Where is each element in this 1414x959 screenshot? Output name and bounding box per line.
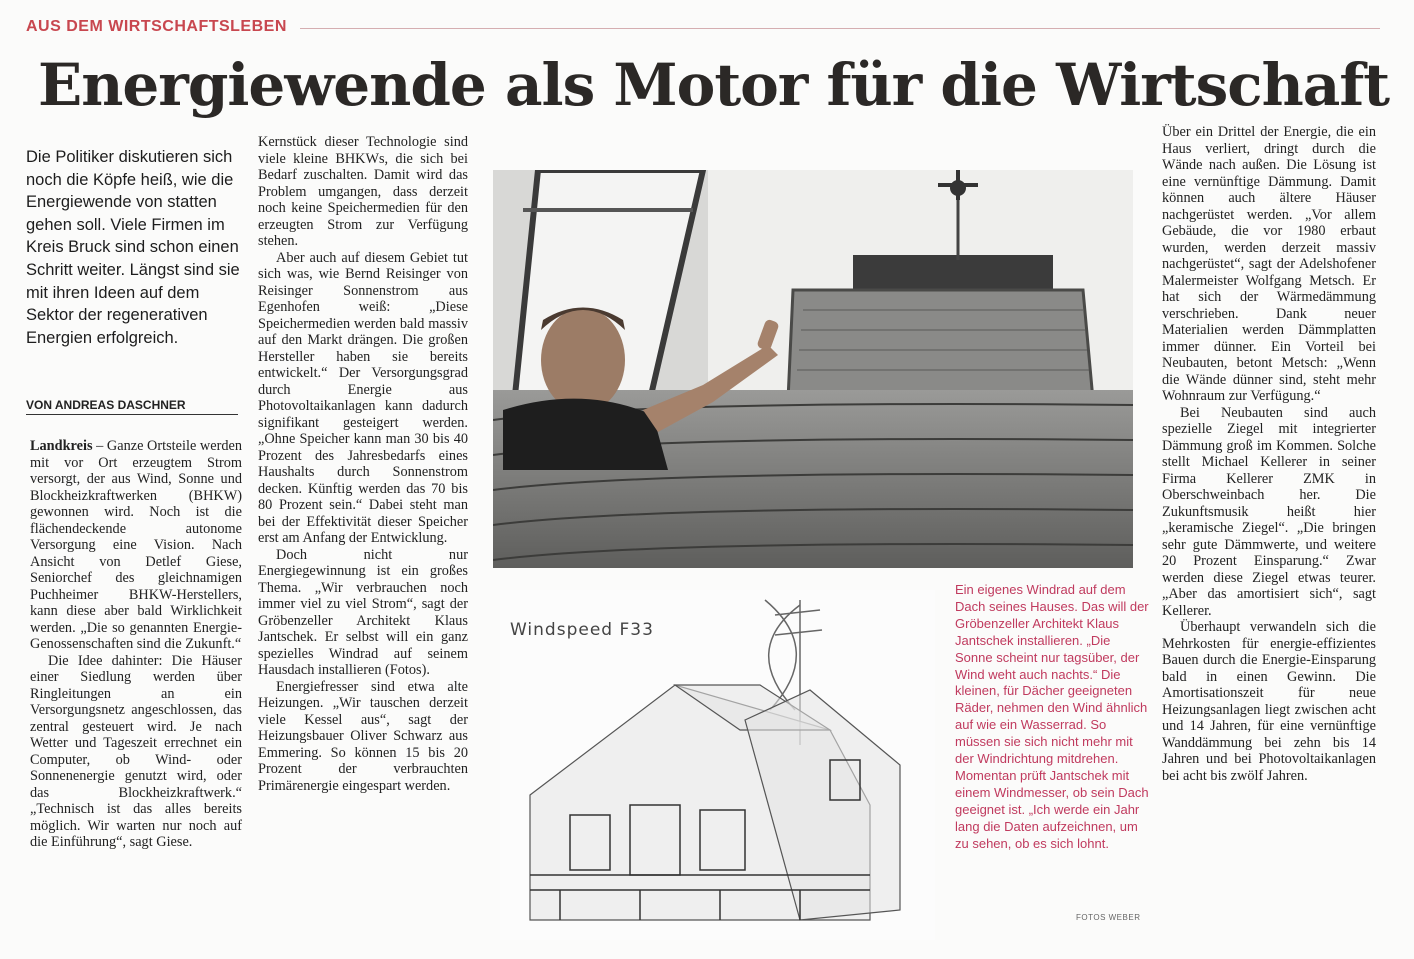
article-column-3 bbox=[1162, 124, 1376, 784]
roof-photo bbox=[493, 170, 1133, 568]
paragraph: Doch nicht nur Energiegewinnung ist ein großes Thema. „Wir verbrauchen noch immer viel zu viel Strom“, sagt der Gröbenzeller Architekt Klaus Jantschek. Er selbst will ein ganz spezielles Windrad auf seinem Hausdach installieren (Fotos). bbox=[258, 546, 468, 678]
paragraph: Die Idee dahinter: Die Häuser einer Siedlung werden über Ringleitungen an ein Versorgungsnetz angeschlossen, das zentral gesteuert wird. Je nach Wetter und Tageszeit errechnet ein Computer, ob Wind- oder Sonnenenergie genutzt wird, oder das Blockheizkraftwerk.“ „Technisch ist das alles bereits möglich. Wir warten nur noch auf die Einführung“, sagt Giese. bbox=[30, 652, 242, 850]
paragraph bbox=[30, 438, 242, 653]
paragraph: Energiefresser sind etwa alte Heizungen. „Wir tauschen derzeit viele Kessel aus“, sagt der Heizungsbauer Oliver Schwarz aus Emmering. So können 15 bis 20 Prozent der verbrauchten Primärenergie eingespart werden. bbox=[258, 678, 468, 794]
section-rule bbox=[300, 28, 1380, 29]
headline: Energiewende als Motor für die Wirtschaft bbox=[38, 51, 1390, 119]
paragraph: Kernstück dieser Technologie sind viele kleine BHKWs, die sich bei Bedarf zuschalten. Damit wird das Problem umgangen, dass derzeit noch keine Speichermedien für den erzeugten Strom zur Verfügung stehen. bbox=[258, 134, 468, 249]
article-column-2 bbox=[258, 134, 468, 794]
photo-caption: Ein eigenes Windrad auf dem Dach seines Hauses. Das will der Gröbenzeller Architekt Klaus Jantschek installieren. „Die Sonne scheint nur tagsüber, der Wind weht auch nachts.“ Die kleinen, für Dächer geeigneten Räder, nehmen den Wind ähnlich auf wie ein Wasserrad. So müssen sie sich nicht mehr mit der Windrichtung mitdrehen. Momentan prüft Jantschek mit einem Windmesser, ob sein Dach geeignet ist. „Ich werde ein Jahr lang die Daten aufzeichnen, um zu sehen, ob es sich lohnt. bbox=[955, 582, 1149, 851]
section-label: AUS DEM WIRTSCHAFTSLEBEN bbox=[26, 18, 287, 35]
paragraph: Überhaupt verwandeln sich die Mehrkosten für energie-effizientes Bauen durch die Energie-Einsparung bald in einen Gewinn. Die Amortisationszeit für neue Heizungsanlagen liegt zwischen acht und 14 Jahren, für eine vernünftige Wanddämmung bei zehn bis 14 Jahren und bei Photovoltaikanlagen bei acht bis zwölf Jahren. bbox=[1162, 619, 1376, 784]
byline: VON ANDREAS DASCHNER bbox=[26, 398, 238, 415]
article-column-1 bbox=[30, 438, 242, 851]
wind-turbine-rendering bbox=[500, 590, 935, 940]
photo-label: Windspeed F33 bbox=[510, 620, 654, 640]
paragraph: Aber auch auf diesem Gebiet tut sich was, wie Bernd Reisinger von Reisinger Sonnenstrom aus Egenhofen weiß: „Diese Speichermedien werden bald massiv auf den Markt drängen. Die großen Hersteller haben sie bereits entwickelt.“ Der Versorgungsgrad durch Energie aus Photovoltaikanlagen kann dadurch signifikant gesteigert werden. „Ohne Speicher kann man 30 bis 40 Prozent des Jahresbedarfs eines Haushalts durch Sonnenstrom decken. Künftig werden das 70 bis 80 Prozent sein.“ Dabei steht man bei der Effektivität dieser Speicher erst am Anfang der Entwicklung. bbox=[258, 249, 468, 546]
lead-paragraph: Die Politiker diskutieren sich noch die Köpfe heiß, wie die Energiewende von statten gehen soll. Viele Firmen im Kreis Bruck sind schon einen Schritt weiter. Längst sind sie mit ihren Ideen auf dem Sektor der regenerativen Energien erfolgreich. bbox=[26, 148, 240, 347]
paragraph: Bei Neubauten sind auch spezielle Ziegel mit integrierter Dämmung groß im Kommen. Solche stellt Michael Kellerer in seiner Firma Kellerer ZMK in Oberschweinbach her. Die Zukunftsmusik heißt hier „keramische Ziegel“. „Die bringen sehr gute Dämmwerte, und weitere 20 Prozent Einsparung.“ Zwar werden diese Ziegel etwas teurer. „Aber das amortisiert sich“, sagt Kellerer. bbox=[1162, 404, 1376, 619]
paragraph-text: – Ganze Ortsteile werden mit vor Ort erzeugtem Strom versorgt, der aus Wind, Sonne und Blockheizkraftwerken (BHKW) gewonnen wird. Noch ist die flächendeckende autonome Versorgung eine Vision. Nach Ansicht von Detlef Giese, Seniorchef des gleichnamigen Puchheimer BHKW-Herstellers, kann diese aber bald Wirklichkeit werden. „Die so genannten Energie-Genossenschaften sind die Zukunft.“ bbox=[30, 438, 242, 652]
paragraph: Über ein Drittel der Energie, die ein Haus verliert, dringt durch die Wände nach außen. Die Lösung ist eine vernünftige Dämmung. Damit können auch ältere Häuser nachgerüstet werden. „Vor allem Gebäude, die vor 1980 erbaut wurden, werden derzeit massiv nachgerüstet“, sagt der Adelshofener Malermeister Wolfgang Metsch. Er hat sich der Wärmedämmung verschrieben. Dank neuer Materialien werden Dämmplatten immer dünner. Ein Vorteil bei Neubauten, betont Metsch: „Wenn die Wände dünner sind, steht mehr Wohnraum zur Verfügung.“ bbox=[1162, 124, 1376, 404]
dateline: Landkreis bbox=[30, 438, 93, 454]
photo-credit: FOTOS WEBER bbox=[1076, 913, 1141, 922]
